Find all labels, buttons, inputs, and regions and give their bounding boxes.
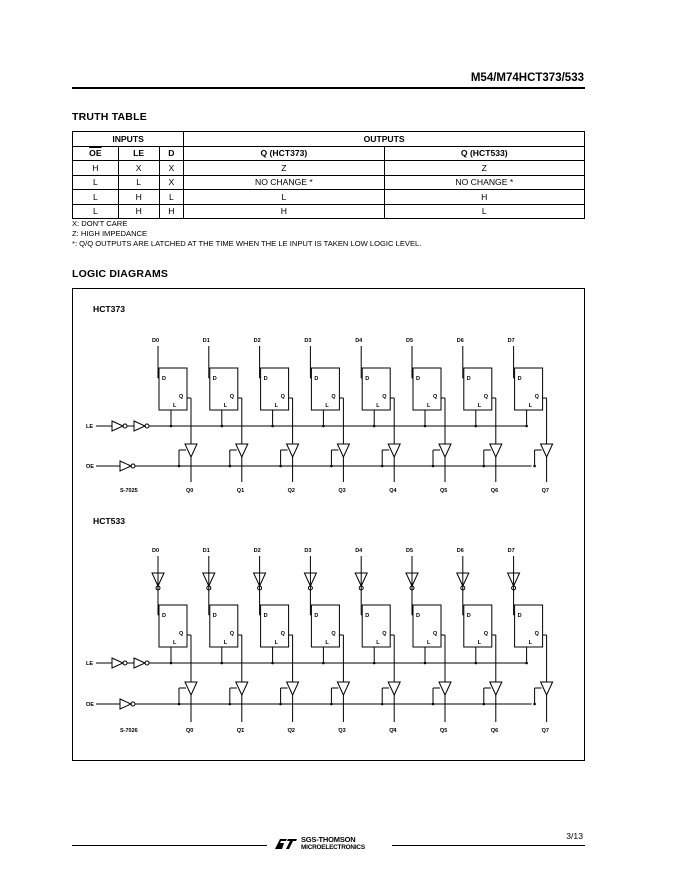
latch-pin-q: Q xyxy=(433,394,438,400)
input-label-d5: D5 xyxy=(406,548,414,554)
output-label-q3: Q3 xyxy=(338,488,346,494)
output-buffer xyxy=(439,444,451,457)
input-label-d0: D0 xyxy=(152,548,160,554)
latch-pin-q: Q xyxy=(534,394,539,400)
latch-pin-l: L xyxy=(528,640,532,646)
le-buffer-2 xyxy=(134,421,145,431)
input-label-d7: D7 xyxy=(507,548,515,554)
latch-pin-l: L xyxy=(477,640,482,646)
cell: L xyxy=(73,175,119,190)
latch-pin-d: D xyxy=(263,613,268,619)
latch-pin-q: Q xyxy=(382,631,387,637)
output-buffer xyxy=(185,444,197,457)
output-buffer xyxy=(490,682,502,695)
output-label-q2: Q2 xyxy=(287,488,295,494)
latch-pin-q: Q xyxy=(483,394,489,400)
input-label-d6: D6 xyxy=(456,548,464,554)
cell: NO CHANGE * xyxy=(184,175,384,190)
truth-table xyxy=(72,131,585,219)
input-label-d1: D1 xyxy=(202,548,210,554)
sgs-thomson-logo xyxy=(272,836,365,852)
latch-pin-l: L xyxy=(376,640,380,646)
latch-pin-l: L xyxy=(274,403,278,409)
latch-pin-l: L xyxy=(274,640,278,646)
latch-pin-d: D xyxy=(314,376,319,382)
latch-pin-l: L xyxy=(477,403,482,409)
input-label-d4: D4 xyxy=(355,338,363,344)
output-buffer xyxy=(439,682,451,695)
latch-pin-l: L xyxy=(427,403,431,409)
table-row xyxy=(73,161,585,176)
output-buffer xyxy=(541,682,553,695)
oe-label: OE xyxy=(86,464,94,470)
latch-pin-d: D xyxy=(517,376,522,382)
output-buffer xyxy=(185,682,197,695)
latch-pin-l: L xyxy=(173,640,177,646)
input-label-d7: D7 xyxy=(507,338,515,344)
output-label-q4: Q4 xyxy=(389,728,397,734)
output-label-q5: Q5 xyxy=(440,728,448,734)
footer-divider-right xyxy=(392,845,585,846)
hct373-label: HCT373 xyxy=(93,304,125,314)
truth-table-notes xyxy=(72,219,421,249)
note-dont-care: X: DON'T CARE xyxy=(72,219,128,228)
input-label-d5: D5 xyxy=(406,338,414,344)
input-label-d6: D6 xyxy=(456,338,464,344)
input-label-d2: D2 xyxy=(253,548,261,554)
reference-code: S-7026 xyxy=(120,728,138,734)
latch-pin-d: D xyxy=(162,613,166,619)
latch-pin-d: D xyxy=(263,376,268,382)
input-label-d2: D2 xyxy=(253,338,261,344)
logo-line1: SGS-THOMSON xyxy=(301,835,356,844)
latch-pin-q: Q xyxy=(280,631,285,637)
col-header-q-hct533: Q (HCT533) xyxy=(384,146,584,161)
truth-table-group-row xyxy=(73,132,585,147)
output-label-q1: Q1 xyxy=(236,488,245,494)
junction-dot xyxy=(533,465,536,468)
latch-pin-d: D xyxy=(314,613,319,619)
input-label-d1: D1 xyxy=(202,338,210,344)
cell: L xyxy=(184,190,384,205)
cell: H xyxy=(73,161,119,176)
col-header-q-hct373: Q (HCT373) xyxy=(184,146,384,161)
header-divider xyxy=(72,87,585,89)
input-label-d0: D0 xyxy=(152,338,160,344)
logic-diagram-schematic xyxy=(72,288,585,761)
latch-pin-l: L xyxy=(427,640,431,646)
reference-code: S-7025 xyxy=(120,488,138,494)
st-logo-icon xyxy=(272,837,298,851)
le-label: LE xyxy=(86,661,94,667)
col-header-d: D xyxy=(159,146,184,161)
latch-pin-l: L xyxy=(376,403,380,409)
latch-pin-q: Q xyxy=(179,631,184,637)
latch-pin-d: D xyxy=(416,613,420,619)
latch-pin-d: D xyxy=(365,613,370,619)
cell: H xyxy=(184,204,384,219)
le-label: LE xyxy=(86,424,94,430)
output-buffer xyxy=(388,682,400,695)
page-number: 3/13 xyxy=(566,831,583,841)
latch-pin-q: Q xyxy=(331,631,336,637)
latch-pin-q: Q xyxy=(280,394,285,400)
output-buffer xyxy=(287,444,299,457)
cell: L xyxy=(118,175,159,190)
output-label-q0: Q0 xyxy=(186,728,194,734)
latch-pin-l: L xyxy=(223,640,228,646)
truth-table-header-row xyxy=(73,146,585,161)
le-buffer-1 xyxy=(112,421,123,431)
latch-pin-l: L xyxy=(528,403,532,409)
input-label-d4: D4 xyxy=(355,548,363,554)
col-header-le: LE xyxy=(118,146,159,161)
le-buffer-2 xyxy=(134,658,145,668)
latch-pin-q: Q xyxy=(179,394,184,400)
output-buffer xyxy=(490,444,502,457)
output-buffer xyxy=(337,444,349,457)
latch-pin-q: Q xyxy=(483,631,489,637)
cell: L xyxy=(73,204,119,219)
part-number-title: M54/M74HCT373/533 xyxy=(470,72,584,84)
table-row xyxy=(73,190,585,205)
output-label-q1: Q1 xyxy=(236,728,245,734)
cell: L xyxy=(73,190,119,205)
table-row xyxy=(73,175,585,190)
latch-pin-q: Q xyxy=(229,631,235,637)
cell: X xyxy=(159,161,184,176)
latch-pin-l: L xyxy=(325,640,329,646)
output-label-q6: Q6 xyxy=(490,488,499,494)
cell: H xyxy=(159,204,184,219)
cell: L xyxy=(159,190,184,205)
cell: H xyxy=(384,190,584,205)
truth-table-title: TRUTH TABLE xyxy=(72,111,147,123)
output-label-q2: Q2 xyxy=(287,728,295,734)
cell: Z xyxy=(384,161,584,176)
footer-divider-left xyxy=(72,845,267,846)
output-label-q0: Q0 xyxy=(186,488,194,494)
latch-pin-d: D xyxy=(416,376,420,382)
latch-pin-q: Q xyxy=(433,631,438,637)
latch-pin-d: D xyxy=(365,376,370,382)
output-label-q6: Q6 xyxy=(490,728,499,734)
inputs-group-header: INPUTS xyxy=(73,132,184,147)
output-label-q7: Q7 xyxy=(541,488,549,494)
latch-pin-q: Q xyxy=(534,631,539,637)
outputs-group-header: OUTPUTS xyxy=(184,132,585,147)
cell: X xyxy=(118,161,159,176)
oe-buffer xyxy=(120,461,131,471)
junction-dot xyxy=(533,703,536,706)
latch-pin-q: Q xyxy=(382,394,387,400)
cell: H xyxy=(118,204,159,219)
output-label-q5: Q5 xyxy=(440,488,448,494)
output-buffer xyxy=(541,444,553,457)
hct533-label: HCT533 xyxy=(93,516,125,526)
output-buffer xyxy=(287,682,299,695)
latch-pin-d: D xyxy=(162,376,166,382)
logo-line2: MICROELECTRONICS xyxy=(301,844,365,851)
latch-pin-d: D xyxy=(517,613,522,619)
output-buffer xyxy=(388,444,400,457)
note-high-impedance: Z: HIGH IMPEDANCE xyxy=(72,229,148,238)
cell: NO CHANGE * xyxy=(384,175,584,190)
col-header-oe: $\overline{OE}$ xyxy=(73,146,119,161)
table-row xyxy=(73,204,585,219)
output-label-q4: Q4 xyxy=(389,488,397,494)
cell: Z xyxy=(184,161,384,176)
latch-pin-l: L xyxy=(223,403,228,409)
cell: L xyxy=(384,204,584,219)
output-buffer xyxy=(337,682,349,695)
logic-diagrams-title: LOGIC DIAGRAMS xyxy=(72,268,169,280)
input-label-d3: D3 xyxy=(304,338,312,344)
output-buffer xyxy=(236,444,248,457)
cell: H xyxy=(118,190,159,205)
latch-pin-d: D xyxy=(466,376,471,382)
latch-pin-q: Q xyxy=(331,394,336,400)
output-label-q7: Q7 xyxy=(541,728,549,734)
latch-pin-d: D xyxy=(212,376,217,382)
output-buffer xyxy=(236,682,248,695)
cell: X xyxy=(159,175,184,190)
output-label-q3: Q3 xyxy=(338,728,346,734)
input-label-d3: D3 xyxy=(304,548,312,554)
latch-pin-l: L xyxy=(325,403,329,409)
le-buffer-1 xyxy=(112,658,123,668)
oe-buffer xyxy=(120,699,131,709)
latch-pin-l: L xyxy=(173,403,177,409)
oe-label: OE xyxy=(86,702,94,708)
note-latched: *: Q/Q OUTPUTS ARE LATCHED AT THE TIME WHEN THE LE INPUT IS TAKEN LOW LOGIC LEVEL. xyxy=(72,239,422,248)
latch-pin-q: Q xyxy=(229,394,235,400)
latch-pin-d: D xyxy=(212,613,217,619)
latch-pin-d: D xyxy=(466,613,471,619)
